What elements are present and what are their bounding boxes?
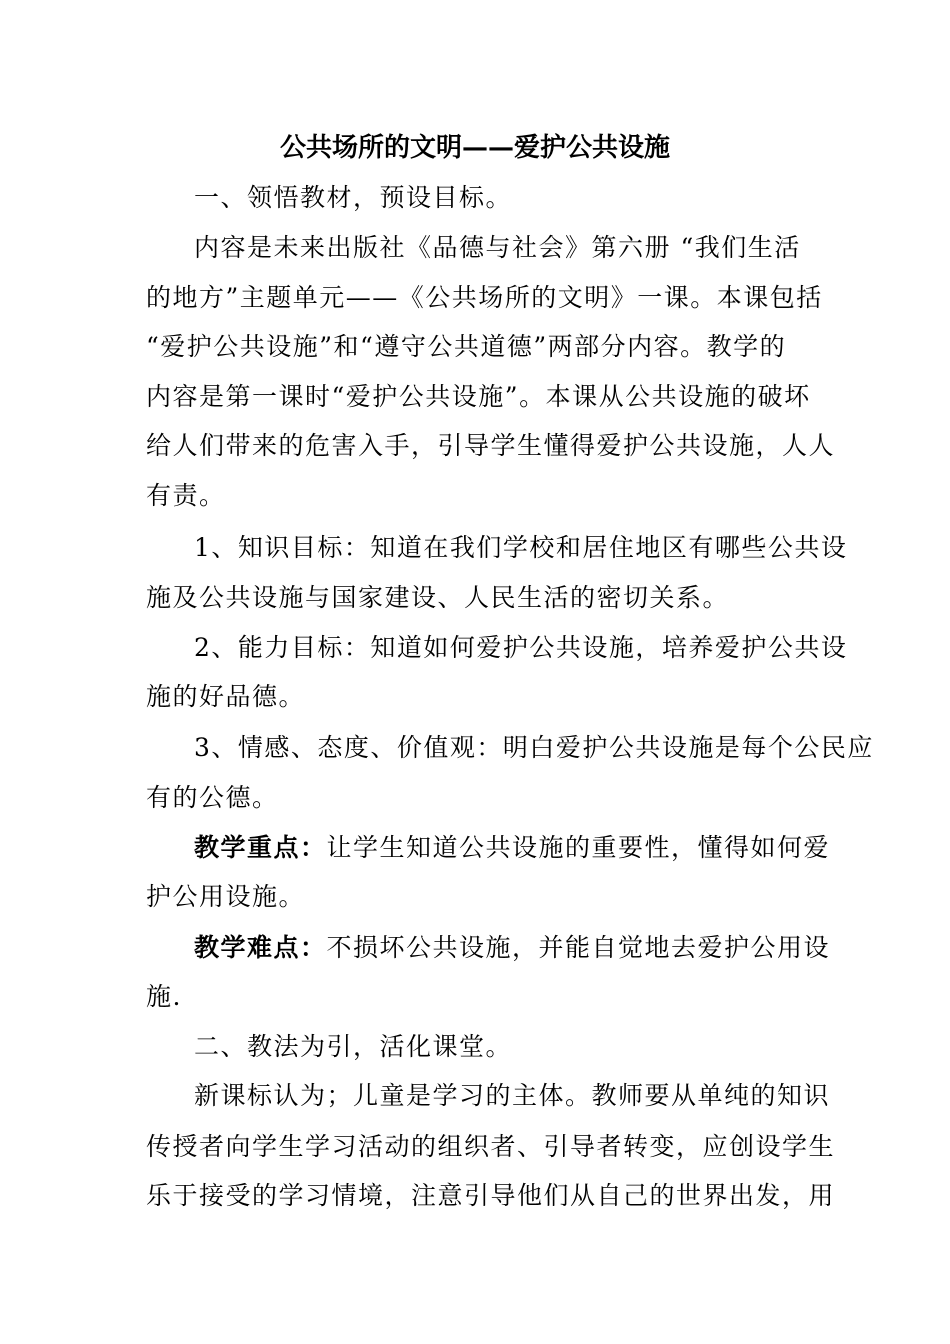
intro-line-2: 的地方”主题单元——《公共场所的文明》一课。本课包括 [146,283,823,312]
goal2-line-2: 施的好品德。 [146,682,306,711]
goal2-line-1: 2、能力目标：知道如何爱护公共设施，培养爱护公共设 [194,633,848,662]
section2-heading: 二、教法为引，活化课堂。 [194,1032,513,1061]
intro-line-1: 内容是未来出版社《品德与社会》第六册 “我们生活 [194,233,801,262]
key-point-label: 教学重点： [194,833,327,862]
intro-line-3: “爱护公共设施”和“遵守公共道德”两部分内容。教学的 [146,332,787,361]
goal1-line-1: 1、知识目标：知道在我们学校和居住地区有哪些公共设 [194,533,848,562]
goal3-line-2: 有的公德。 [146,783,279,812]
difficult-point-line-2: 施. [146,982,182,1011]
goal1-line-2: 施及公共设施与国家建设、人民生活的密切关系。 [146,583,730,612]
section2-line-2: 传授者向学生学习活动的组织者、引导者转变，应创设学生 [146,1132,836,1161]
goal3-line-1: 3、情感、态度、价值观：明白爱护公共设施是每个公民应 [194,733,874,762]
intro-line-5: 给人们带来的危害入手，引导学生懂得爱护公共设施，人人 [146,431,836,460]
section2-line-1: 新课标认为；儿童是学习的主体。教师要从单纯的知识 [194,1081,831,1110]
section2-line-3: 乐于接受的学习情境，注意引导他们从自己的世界出发，用 [146,1181,836,1210]
difficult-point-label: 教学难点： [194,933,327,962]
page-title: 公共场所的文明——爱护公共设施 [279,133,670,163]
key-point-line-2: 护公用设施。 [146,882,306,911]
difficult-point-line-1 [194,928,830,968]
key-point-text: 让学生知道公共设施的重要性，懂得如何爱 [326,833,831,862]
section1-heading: 一、领悟教材，预设目标。 [194,183,513,212]
key-point-line-1 [194,828,830,868]
intro-line-4: 内容是第一课时“爱护公共设施”。本课从公共设施的破坏 [146,382,811,411]
intro-line-6: 有责。 [146,481,226,510]
difficult-point-text: 不损坏公共设施，并能自觉地去爱护公用设 [326,933,831,962]
